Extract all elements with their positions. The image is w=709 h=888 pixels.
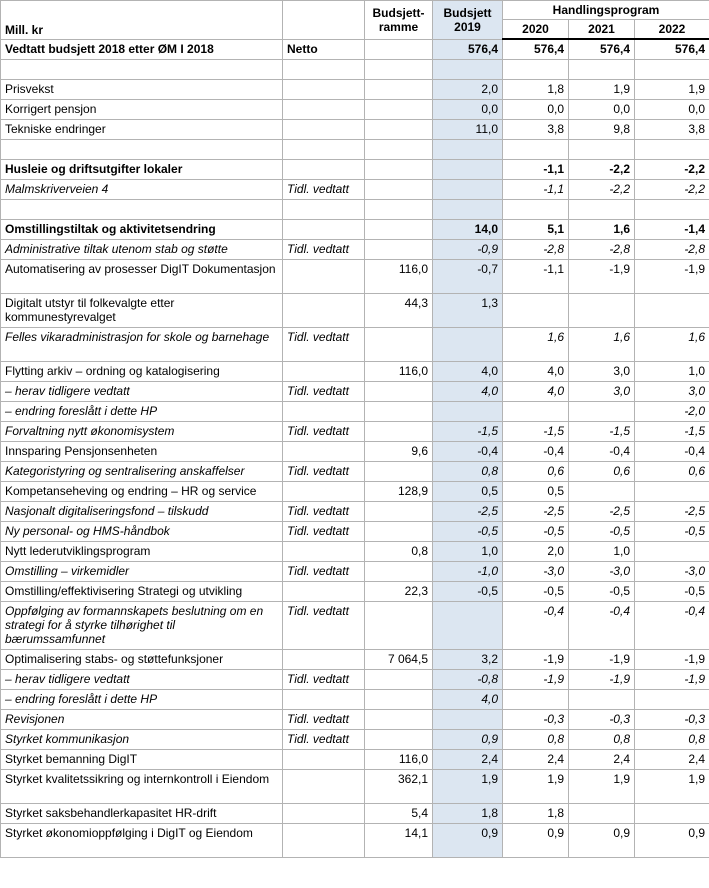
cell-y2022: 576,4: [635, 39, 709, 60]
cell-note: [283, 542, 365, 562]
cell-y2022: -2,2: [635, 180, 709, 200]
cell-y2021: [569, 294, 635, 328]
budsjettramme-header: Budsjett- ramme: [365, 1, 433, 40]
cell-label: Styrket kommunikasjon: [1, 730, 283, 750]
cell-y2020: [503, 140, 569, 160]
cell-ramme: [365, 100, 433, 120]
cell-label: Nasjonalt digitaliseringsfond – tilskudd: [1, 502, 283, 522]
cell-y2020: 0,0: [503, 100, 569, 120]
cell-label: Nytt lederutviklingsprogram: [1, 542, 283, 562]
cell-label: Optimalisering stabs- og støttefunksjoner: [1, 650, 283, 670]
cell-label: Omstilling – virkemidler: [1, 562, 283, 582]
cell-y2022: [635, 804, 709, 824]
cell-ramme: [365, 39, 433, 60]
cell-y2021: 0,8: [569, 730, 635, 750]
year-2021-header: 2021: [569, 20, 635, 40]
table-row: [1, 100, 709, 120]
cell-b2019: 0,8: [433, 462, 503, 482]
cell-y2022: 0,9: [635, 824, 709, 858]
cell-y2021: [569, 200, 635, 220]
cell-note: [283, 770, 365, 804]
cell-y2021: 1,0: [569, 542, 635, 562]
cell-y2022: -2,2: [635, 160, 709, 180]
cell-y2021: -0,5: [569, 522, 635, 542]
cell-y2022: 2,4: [635, 750, 709, 770]
cell-y2021: -1,5: [569, 422, 635, 442]
cell-note: Tidl. vedtatt: [283, 462, 365, 482]
cell-label: Omstilling/effektivisering Strategi og utvikling: [1, 582, 283, 602]
cell-y2022: -1,9: [635, 650, 709, 670]
cell-note: [283, 690, 365, 710]
cell-y2020: 4,0: [503, 382, 569, 402]
cell-y2022: -2,5: [635, 502, 709, 522]
cell-ramme: [365, 462, 433, 482]
table-row: [1, 200, 709, 220]
cell-ramme: [365, 730, 433, 750]
cell-y2020: 5,1: [503, 220, 569, 240]
cell-note: [283, 140, 365, 160]
table-row: [1, 140, 709, 160]
table-row: [1, 240, 709, 260]
cell-ramme: 362,1: [365, 770, 433, 804]
table-row: [1, 770, 709, 804]
cell-label: Automatisering av prosesser DigIT Dokumentasjon: [1, 260, 283, 294]
cell-note: [283, 120, 365, 140]
cell-b2019: -0,8: [433, 670, 503, 690]
cell-y2020: -2,8: [503, 240, 569, 260]
cell-ramme: 0,8: [365, 542, 433, 562]
table-row: [1, 60, 709, 80]
cell-note: [283, 100, 365, 120]
cell-b2019: 4,0: [433, 362, 503, 382]
cell-y2021: -2,5: [569, 502, 635, 522]
cell-b2019: 0,0: [433, 100, 503, 120]
cell-y2020: 0,8: [503, 730, 569, 750]
cell-y2020: -1,1: [503, 160, 569, 180]
cell-note: [283, 220, 365, 240]
table-row: [1, 670, 709, 690]
cell-note: [283, 160, 365, 180]
cell-ramme: [365, 502, 433, 522]
cell-y2022: -3,0: [635, 562, 709, 582]
cell-y2020: -1,9: [503, 650, 569, 670]
cell-note: Tidl. vedtatt: [283, 710, 365, 730]
cell-ramme: 116,0: [365, 750, 433, 770]
cell-ramme: [365, 690, 433, 710]
cell-y2020: 0,5: [503, 482, 569, 502]
cell-y2022: 1,9: [635, 80, 709, 100]
table-row: [1, 422, 709, 442]
cell-label: – herav tidligere vedtatt: [1, 382, 283, 402]
cell-b2019: 4,0: [433, 690, 503, 710]
cell-y2021: 0,9: [569, 824, 635, 858]
cell-y2022: 1,9: [635, 770, 709, 804]
cell-note: [283, 260, 365, 294]
cell-label: Administrative tiltak utenom stab og støtte: [1, 240, 283, 260]
cell-y2021: 1,6: [569, 328, 635, 362]
cell-b2019: 3,2: [433, 650, 503, 670]
cell-y2020: 1,6: [503, 328, 569, 362]
cell-y2020: -3,0: [503, 562, 569, 582]
cell-b2019: 1,3: [433, 294, 503, 328]
cell-b2019: [433, 180, 503, 200]
table-row: [1, 804, 709, 824]
cell-label: Revisjonen: [1, 710, 283, 730]
cell-ramme: 14,1: [365, 824, 433, 858]
cell-ramme: [365, 200, 433, 220]
cell-y2021: -0,3: [569, 710, 635, 730]
cell-ramme: [365, 562, 433, 582]
cell-ramme: [365, 382, 433, 402]
cell-label: Digitalt utstyr til folkevalgte etter kommunestyrevalget: [1, 294, 283, 328]
cell-note: Tidl. vedtatt: [283, 670, 365, 690]
cell-note: [283, 650, 365, 670]
cell-y2022: [635, 482, 709, 502]
cell-b2019: -1,5: [433, 422, 503, 442]
cell-y2022: [635, 690, 709, 710]
cell-b2019: 4,0: [433, 382, 503, 402]
cell-label: Forvaltning nytt økonomisystem: [1, 422, 283, 442]
cell-note: Tidl. vedtatt: [283, 382, 365, 402]
year-2022-header: 2022: [635, 20, 709, 40]
cell-y2022: -0,4: [635, 602, 709, 650]
cell-b2019: 2,4: [433, 750, 503, 770]
cell-y2020: [503, 200, 569, 220]
cell-label: Malmskriverveien 4: [1, 180, 283, 200]
cell-y2020: 3,8: [503, 120, 569, 140]
cell-y2020: 4,0: [503, 362, 569, 382]
cell-y2021: 1,9: [569, 80, 635, 100]
cell-y2021: 1,6: [569, 220, 635, 240]
cell-ramme: [365, 602, 433, 650]
cell-label: Oppfølging av formannskapets beslutning om en strategi for å styrke tilhørighet til bærumssamfunnet: [1, 602, 283, 650]
cell-y2021: 2,4: [569, 750, 635, 770]
cell-note: Tidl. vedtatt: [283, 180, 365, 200]
cell-y2022: 1,6: [635, 328, 709, 362]
table-row: [1, 220, 709, 240]
cell-b2019: -0,7: [433, 260, 503, 294]
cell-note: [283, 442, 365, 462]
cell-label: Kategoristyring og sentralisering anskaffelser: [1, 462, 283, 482]
cell-y2020: 0,9: [503, 824, 569, 858]
cell-note: Tidl. vedtatt: [283, 240, 365, 260]
cell-y2020: 0,6: [503, 462, 569, 482]
cell-label: Vedtatt budsjett 2018 etter ØM I 2018: [1, 39, 283, 60]
table-row: [1, 650, 709, 670]
cell-y2021: [569, 690, 635, 710]
table-row: [1, 562, 709, 582]
cell-note: [283, 362, 365, 382]
cell-y2020: -1,1: [503, 180, 569, 200]
cell-y2020: -0,5: [503, 522, 569, 542]
cell-ramme: [365, 160, 433, 180]
cell-label: Styrket saksbehandlerkapasitet HR-drift: [1, 804, 283, 824]
cell-ramme: [365, 670, 433, 690]
table-row: [1, 120, 709, 140]
cell-y2020: 2,0: [503, 542, 569, 562]
cell-b2019: -1,0: [433, 562, 503, 582]
cell-y2022: [635, 294, 709, 328]
cell-y2020: [503, 294, 569, 328]
cell-ramme: [365, 402, 433, 422]
cell-y2022: -0,3: [635, 710, 709, 730]
cell-b2019: 0,9: [433, 824, 503, 858]
cell-label: Styrket bemanning DigIT: [1, 750, 283, 770]
cell-y2021: -0,4: [569, 442, 635, 462]
cell-y2021: [569, 482, 635, 502]
cell-y2020: -0,4: [503, 442, 569, 462]
cell-b2019: 11,0: [433, 120, 503, 140]
cell-b2019: 2,0: [433, 80, 503, 100]
cell-b2019: 14,0: [433, 220, 503, 240]
cell-note: [283, 582, 365, 602]
cell-y2021: -2,2: [569, 180, 635, 200]
cell-ramme: 116,0: [365, 362, 433, 382]
table-row: [1, 750, 709, 770]
cell-y2021: [569, 60, 635, 80]
cell-note: [283, 200, 365, 220]
cell-ramme: [365, 180, 433, 200]
table-row: [1, 382, 709, 402]
cell-label: – endring foreslått i dette HP: [1, 402, 283, 422]
cell-y2022: -2,8: [635, 240, 709, 260]
cell-b2019: -0,5: [433, 582, 503, 602]
table-row: [1, 260, 709, 294]
cell-b2019: 1,8: [433, 804, 503, 824]
cell-note: [283, 482, 365, 502]
cell-ramme: [365, 140, 433, 160]
cell-y2021: -1,9: [569, 260, 635, 294]
cell-note: [283, 402, 365, 422]
cell-y2020: [503, 690, 569, 710]
cell-ramme: [365, 80, 433, 100]
table-row: [1, 362, 709, 382]
cell-y2021: 0,0: [569, 100, 635, 120]
cell-y2022: -1,9: [635, 670, 709, 690]
cell-y2022: 3,0: [635, 382, 709, 402]
cell-y2020: [503, 402, 569, 422]
cell-y2022: [635, 60, 709, 80]
cell-ramme: 22,3: [365, 582, 433, 602]
cell-b2019: [433, 200, 503, 220]
cell-b2019: [433, 602, 503, 650]
table-body: [1, 39, 709, 858]
cell-y2020: 1,9: [503, 770, 569, 804]
cell-y2022: 0,0: [635, 100, 709, 120]
cell-y2020: -0,5: [503, 582, 569, 602]
table-row: [1, 160, 709, 180]
cell-ramme: [365, 220, 433, 240]
cell-b2019: -0,9: [433, 240, 503, 260]
cell-label: Styrket kvalitetssikring og internkontroll i Eiendom: [1, 770, 283, 804]
cell-y2021: -3,0: [569, 562, 635, 582]
cell-y2021: -0,4: [569, 602, 635, 650]
cell-y2021: 576,4: [569, 39, 635, 60]
table-row: [1, 602, 709, 650]
cell-y2020: -1,5: [503, 422, 569, 442]
cell-y2021: [569, 804, 635, 824]
cell-label: – endring foreslått i dette HP: [1, 690, 283, 710]
cell-y2022: 3,8: [635, 120, 709, 140]
cell-y2022: -0,5: [635, 522, 709, 542]
cell-label: Tekniske endringer: [1, 120, 283, 140]
cell-b2019: -0,4: [433, 442, 503, 462]
unit-header: Mill. kr: [1, 1, 283, 40]
cell-y2021: -2,8: [569, 240, 635, 260]
cell-y2020: 2,4: [503, 750, 569, 770]
cell-label: – herav tidligere vedtatt: [1, 670, 283, 690]
cell-y2020: -2,5: [503, 502, 569, 522]
cell-y2021: 3,0: [569, 382, 635, 402]
cell-y2021: 0,6: [569, 462, 635, 482]
cell-label: Ny personal- og HMS-håndbok: [1, 522, 283, 542]
cell-ramme: 44,3: [365, 294, 433, 328]
cell-note: Tidl. vedtatt: [283, 522, 365, 542]
cell-ramme: 5,4: [365, 804, 433, 824]
table-row: [1, 824, 709, 858]
cell-b2019: [433, 140, 503, 160]
table-row: [1, 690, 709, 710]
cell-y2021: -1,9: [569, 670, 635, 690]
cell-b2019: 576,4: [433, 39, 503, 60]
budsjett-2019-header: Budsjett 2019: [433, 1, 503, 40]
cell-note: Netto: [283, 39, 365, 60]
cell-y2022: [635, 140, 709, 160]
table-row: [1, 502, 709, 522]
cell-label: Innsparing Pensjonsenheten: [1, 442, 283, 462]
cell-y2022: -1,4: [635, 220, 709, 240]
cell-y2021: 1,9: [569, 770, 635, 804]
cell-y2020: 1,8: [503, 80, 569, 100]
cell-y2022: -2,0: [635, 402, 709, 422]
cell-note: Tidl. vedtatt: [283, 730, 365, 750]
cell-label: [1, 200, 283, 220]
cell-label: Husleie og driftsutgifter lokaler: [1, 160, 283, 180]
cell-label: Flytting arkiv – ordning og katalogisering: [1, 362, 283, 382]
cell-y2021: -1,9: [569, 650, 635, 670]
cell-label: Prisvekst: [1, 80, 283, 100]
cell-y2020: -1,1: [503, 260, 569, 294]
cell-b2019: 0,9: [433, 730, 503, 750]
cell-b2019: -2,5: [433, 502, 503, 522]
cell-note: Tidl. vedtatt: [283, 562, 365, 582]
cell-label: [1, 140, 283, 160]
cell-ramme: 128,9: [365, 482, 433, 502]
cell-b2019: 1,0: [433, 542, 503, 562]
cell-y2021: [569, 402, 635, 422]
cell-y2021: 9,8: [569, 120, 635, 140]
cell-ramme: [365, 240, 433, 260]
cell-y2020: -0,4: [503, 602, 569, 650]
cell-ramme: 116,0: [365, 260, 433, 294]
cell-y2020: -1,9: [503, 670, 569, 690]
table-row: [1, 542, 709, 562]
cell-y2022: 1,0: [635, 362, 709, 382]
cell-y2022: -1,5: [635, 422, 709, 442]
table-row: [1, 522, 709, 542]
cell-ramme: [365, 522, 433, 542]
cell-note: Tidl. vedtatt: [283, 422, 365, 442]
cell-ramme: [365, 60, 433, 80]
cell-y2022: -1,9: [635, 260, 709, 294]
cell-y2021: -0,5: [569, 582, 635, 602]
cell-b2019: [433, 328, 503, 362]
cell-y2020: 1,8: [503, 804, 569, 824]
cell-note: Tidl. vedtatt: [283, 502, 365, 522]
cell-y2022: [635, 200, 709, 220]
cell-note: Tidl. vedtatt: [283, 602, 365, 650]
cell-label: Felles vikaradministrasjon for skole og barnehage: [1, 328, 283, 362]
table-row: [1, 730, 709, 750]
table-row: [1, 180, 709, 200]
cell-b2019: [433, 402, 503, 422]
cell-note: [283, 294, 365, 328]
cell-note: [283, 60, 365, 80]
cell-ramme: [365, 328, 433, 362]
cell-y2021: 3,0: [569, 362, 635, 382]
cell-b2019: -0,5: [433, 522, 503, 542]
table-row: [1, 328, 709, 362]
cell-b2019: [433, 710, 503, 730]
cell-y2022: 0,6: [635, 462, 709, 482]
table-row: [1, 462, 709, 482]
cell-y2021: -2,2: [569, 160, 635, 180]
table-row: [1, 710, 709, 730]
cell-label: Korrigert pensjon: [1, 100, 283, 120]
cell-note: Tidl. vedtatt: [283, 328, 365, 362]
cell-y2022: [635, 542, 709, 562]
cell-b2019: 0,5: [433, 482, 503, 502]
table-row: [1, 39, 709, 60]
cell-note: [283, 804, 365, 824]
cell-y2021: [569, 140, 635, 160]
cell-ramme: [365, 710, 433, 730]
cell-label: [1, 60, 283, 80]
cell-ramme: [365, 120, 433, 140]
table-row: [1, 482, 709, 502]
cell-b2019: 1,9: [433, 770, 503, 804]
handlingsprogram-header: Handlingsprogram: [503, 1, 709, 20]
cell-label: Kompetanseheving og endring – HR og service: [1, 482, 283, 502]
cell-ramme: 7 064,5: [365, 650, 433, 670]
table-row: [1, 442, 709, 462]
cell-b2019: [433, 60, 503, 80]
cell-y2020: -0,3: [503, 710, 569, 730]
cell-y2022: -0,4: [635, 442, 709, 462]
cell-note: [283, 824, 365, 858]
year-2020-header: 2020: [503, 20, 569, 40]
cell-b2019: [433, 160, 503, 180]
cell-note: [283, 750, 365, 770]
cell-note: [283, 80, 365, 100]
cell-ramme: [365, 422, 433, 442]
cell-y2022: -0,5: [635, 582, 709, 602]
cell-y2020: [503, 60, 569, 80]
cell-label: Omstillingstiltak og aktivitetsendring: [1, 220, 283, 240]
cell-y2020: 576,4: [503, 39, 569, 60]
table-row: [1, 582, 709, 602]
table-row: [1, 294, 709, 328]
table-row: [1, 80, 709, 100]
cell-y2022: 0,8: [635, 730, 709, 750]
cell-label: Styrket økonomioppfølging i DigIT og Eiendom: [1, 824, 283, 858]
cell-ramme: 9,6: [365, 442, 433, 462]
table-row: [1, 402, 709, 422]
note-header: [283, 1, 365, 40]
